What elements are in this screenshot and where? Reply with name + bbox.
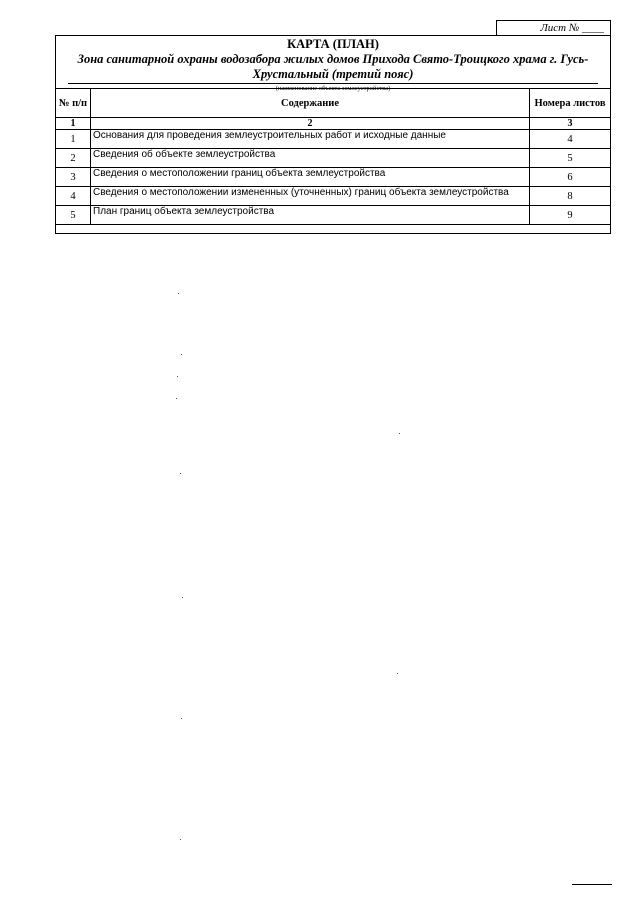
column-header-content: Содержание [91, 89, 530, 118]
table-header-row [56, 89, 611, 118]
column-header-pages: Номера листов [530, 89, 611, 118]
contents-table [55, 88, 611, 225]
scan-speck [176, 398, 177, 399]
sheet-number-box: Лист № ____ [496, 20, 611, 36]
row-content: План границ объекта землеустройства [91, 206, 530, 225]
scan-speck [181, 354, 182, 355]
row-content: Сведения о местоположении измененных (уточненных) границ объекта землеустройства [91, 187, 530, 206]
row-content: Сведения об объекте землеустройства [91, 149, 530, 168]
index-cell: 2 [91, 118, 530, 130]
scan-speck [397, 673, 398, 674]
sheet-number-label: Лист № [540, 22, 580, 34]
document-frame [55, 35, 611, 234]
scan-speck [180, 473, 181, 474]
index-cell: 1 [56, 118, 91, 130]
scan-speck [399, 433, 400, 434]
scan-speck [182, 597, 183, 598]
scan-speck [177, 376, 178, 377]
footer-line [572, 884, 612, 885]
scan-speck [181, 718, 182, 719]
column-header-number: № п/п [56, 89, 91, 118]
scan-speck [180, 839, 181, 840]
document-title: КАРТА (ПЛАН) [287, 37, 379, 51]
table-row [56, 130, 611, 149]
row-pages: 5 [530, 149, 611, 168]
row-pages: 8 [530, 187, 611, 206]
row-pages: 9 [530, 206, 611, 225]
table-index-row [56, 118, 611, 130]
row-number: 4 [56, 187, 91, 206]
row-content: Сведения о местоположении границ объекта землеустройства [91, 168, 530, 187]
row-pages: 6 [530, 168, 611, 187]
row-content: Основания для проведения землеустроительных работ и исходные данные [91, 130, 530, 149]
object-caption: (наименование объекта землеустройства) [68, 83, 598, 93]
row-number: 3 [56, 168, 91, 187]
table-row [56, 206, 611, 225]
row-number: 2 [56, 149, 91, 168]
row-pages: 4 [530, 130, 611, 149]
row-number: 5 [56, 206, 91, 225]
subtitle-line-2: Хрустальный (третий пояс) [252, 67, 414, 81]
table-row [56, 187, 611, 206]
table-row [56, 168, 611, 187]
scan-speck [178, 293, 179, 294]
index-cell: 3 [530, 118, 611, 130]
document-subtitle [56, 52, 610, 82]
subtitle-line-1: Зона санитарной охраны водозабора жилых домов Прихода Свято-Троицкого храма г. Гусь- [77, 52, 589, 66]
table-row [56, 149, 611, 168]
row-number: 1 [56, 130, 91, 149]
